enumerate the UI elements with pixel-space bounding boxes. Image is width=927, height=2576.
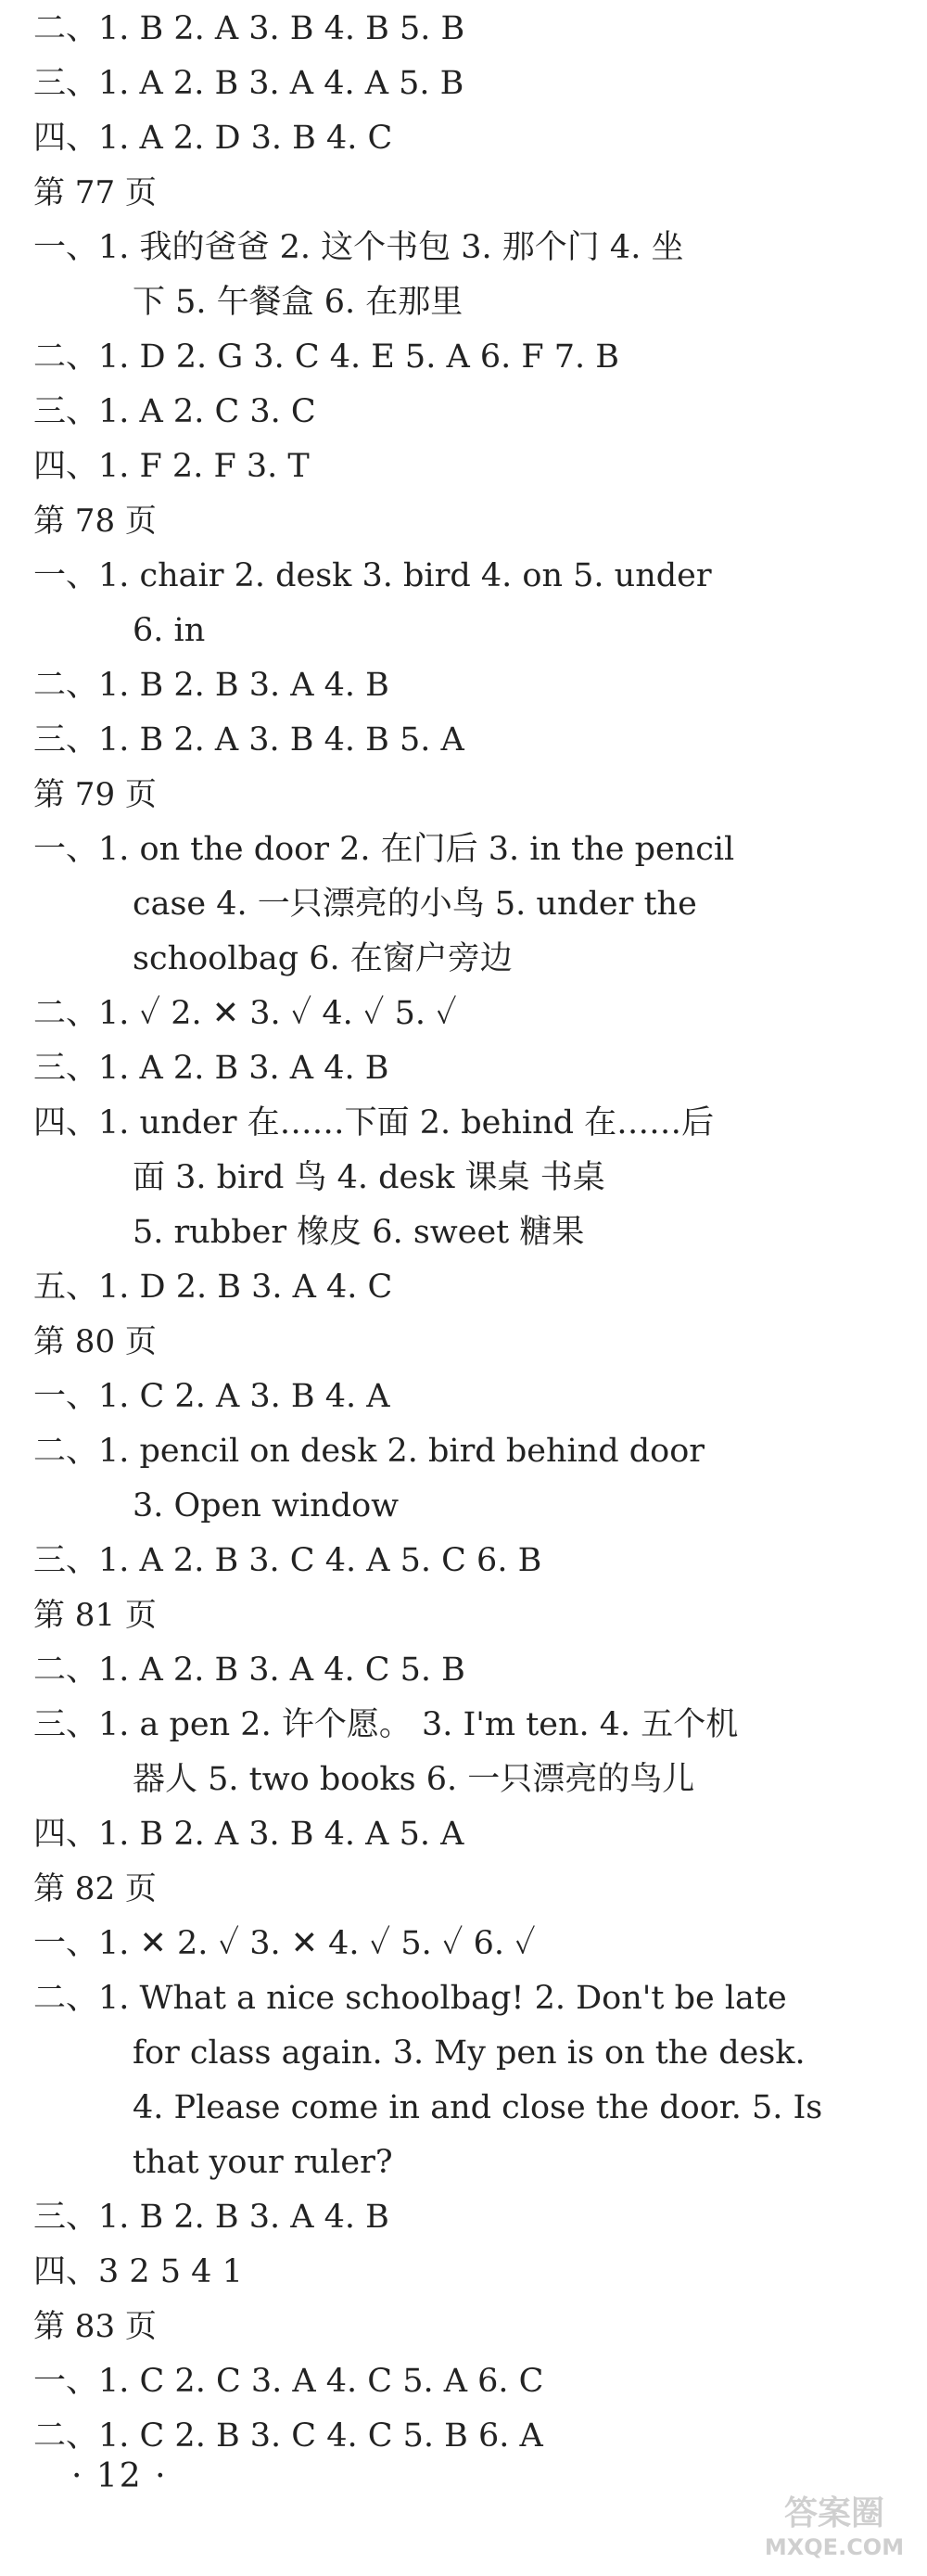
answer-line-continuation: for class again. 3. My pen is on the desk. bbox=[133, 2034, 806, 2072]
answer-line: 二、1. B 2. A 3. B 4. B 5. B bbox=[33, 10, 465, 47]
page-heading: 第 81 页 bbox=[33, 1597, 157, 1634]
watermark-bottom-text: MXQE.COM bbox=[764, 2534, 905, 2560]
answer-line-continuation: 面 3. bird 鸟 4. desk 课桌 书桌 bbox=[133, 1159, 605, 1196]
answer-line: 二、1. D 2. G 3. C 4. E 5. A 6. F 7. B bbox=[33, 338, 620, 376]
answer-line: 二、1. pencil on desk 2. bird behind door bbox=[33, 1433, 705, 1470]
answer-line: 二、1. What a nice schoolbag! 2. Don't be late bbox=[33, 1980, 787, 2017]
answer-line-continuation: 3. Open window bbox=[133, 1487, 400, 1524]
answer-line-continuation: that your ruler? bbox=[133, 2144, 393, 2181]
answer-line: 一、1. ✕ 2. ✓ 3. ✕ 4. ✓ 5. ✓ 6. ✓ bbox=[33, 1925, 536, 1962]
answer-list bbox=[33, 0, 895, 2464]
answer-line: 三、1. B 2. B 3. A 4. B bbox=[33, 2199, 389, 2236]
answer-line: 三、1. A 2. C 3. C bbox=[33, 393, 316, 430]
answer-line-continuation: 6. in bbox=[133, 612, 206, 649]
answer-line: 四、1. B 2. A 3. B 4. A 5. A bbox=[33, 1816, 464, 1853]
answer-line: 四、3 2 5 4 1 bbox=[33, 2253, 243, 2290]
answer-line: 四、1. under 在……下面 2. behind 在……后 bbox=[33, 1104, 715, 1141]
answer-line: 一、1. C 2. A 3. B 4. A bbox=[33, 1378, 390, 1415]
answer-line-continuation: 下 5. 午餐盒 6. 在那里 bbox=[133, 284, 464, 321]
answer-line: 二、1. ✓ 2. ✕ 3. ✓ 4. ✓ 5. ✓ bbox=[33, 995, 457, 1032]
page-heading: 第 77 页 bbox=[33, 174, 157, 211]
answer-line: 三、1. A 2. B 3. A 4. A 5. B bbox=[33, 65, 464, 102]
answer-line: 一、1. chair 2. desk 3. bird 4. on 5. under bbox=[33, 557, 712, 594]
answer-line: 三、1. A 2. B 3. C 4. A 5. C 6. B bbox=[33, 1542, 542, 1579]
page-heading: 第 82 页 bbox=[33, 1870, 157, 1907]
page-number: · 12 · bbox=[71, 2457, 168, 2495]
answer-line: 三、1. B 2. A 3. B 4. B 5. A bbox=[33, 721, 464, 759]
answer-line-continuation: case 4. 一只漂亮的小鸟 5. under the bbox=[133, 886, 697, 923]
page-heading: 第 83 页 bbox=[33, 2308, 157, 2345]
page-heading: 第 78 页 bbox=[33, 503, 157, 540]
answer-line: 一、1. 我的爸爸 2. 这个书包 3. 那个门 4. 坐 bbox=[33, 229, 684, 266]
watermark-top-text: 答案圈 bbox=[783, 2494, 884, 2532]
page-heading: 第 80 页 bbox=[33, 1323, 157, 1360]
answer-line: 四、1. F 2. F 3. T bbox=[33, 448, 310, 485]
answer-line: 一、1. on the door 2. 在门后 3. in the pencil bbox=[33, 831, 735, 868]
answer-line: 二、1. C 2. B 3. C 4. C 5. B 6. A bbox=[33, 2417, 543, 2455]
answer-line: 二、1. B 2. B 3. A 4. B bbox=[33, 667, 389, 704]
answer-line-continuation: 器人 5. two books 6. 一只漂亮的鸟儿 bbox=[133, 1761, 695, 1798]
answer-line: 三、1. A 2. B 3. A 4. B bbox=[33, 1050, 389, 1087]
answer-line: 一、1. C 2. C 3. A 4. C 5. A 6. C bbox=[33, 2363, 544, 2400]
answer-line-continuation: 4. Please come in and close the door. 5. Is bbox=[133, 2089, 823, 2126]
answer-line: 五、1. D 2. B 3. A 4. C bbox=[33, 1269, 393, 1306]
answer-line-continuation: schoolbag 6. 在窗户旁边 bbox=[133, 940, 513, 977]
answer-line-continuation: 5. rubber 橡皮 6. sweet 糖果 bbox=[133, 1214, 585, 1251]
page-heading: 第 79 页 bbox=[33, 776, 157, 813]
answer-line: 四、1. A 2. D 3. B 4. C bbox=[33, 120, 393, 157]
watermark-logo bbox=[751, 2494, 918, 2569]
answer-line: 三、1. a pen 2. 许个愿。 3. I'm ten. 4. 五个机 bbox=[33, 1706, 739, 1743]
answer-line: 二、1. A 2. B 3. A 4. C 5. B bbox=[33, 1651, 465, 1689]
